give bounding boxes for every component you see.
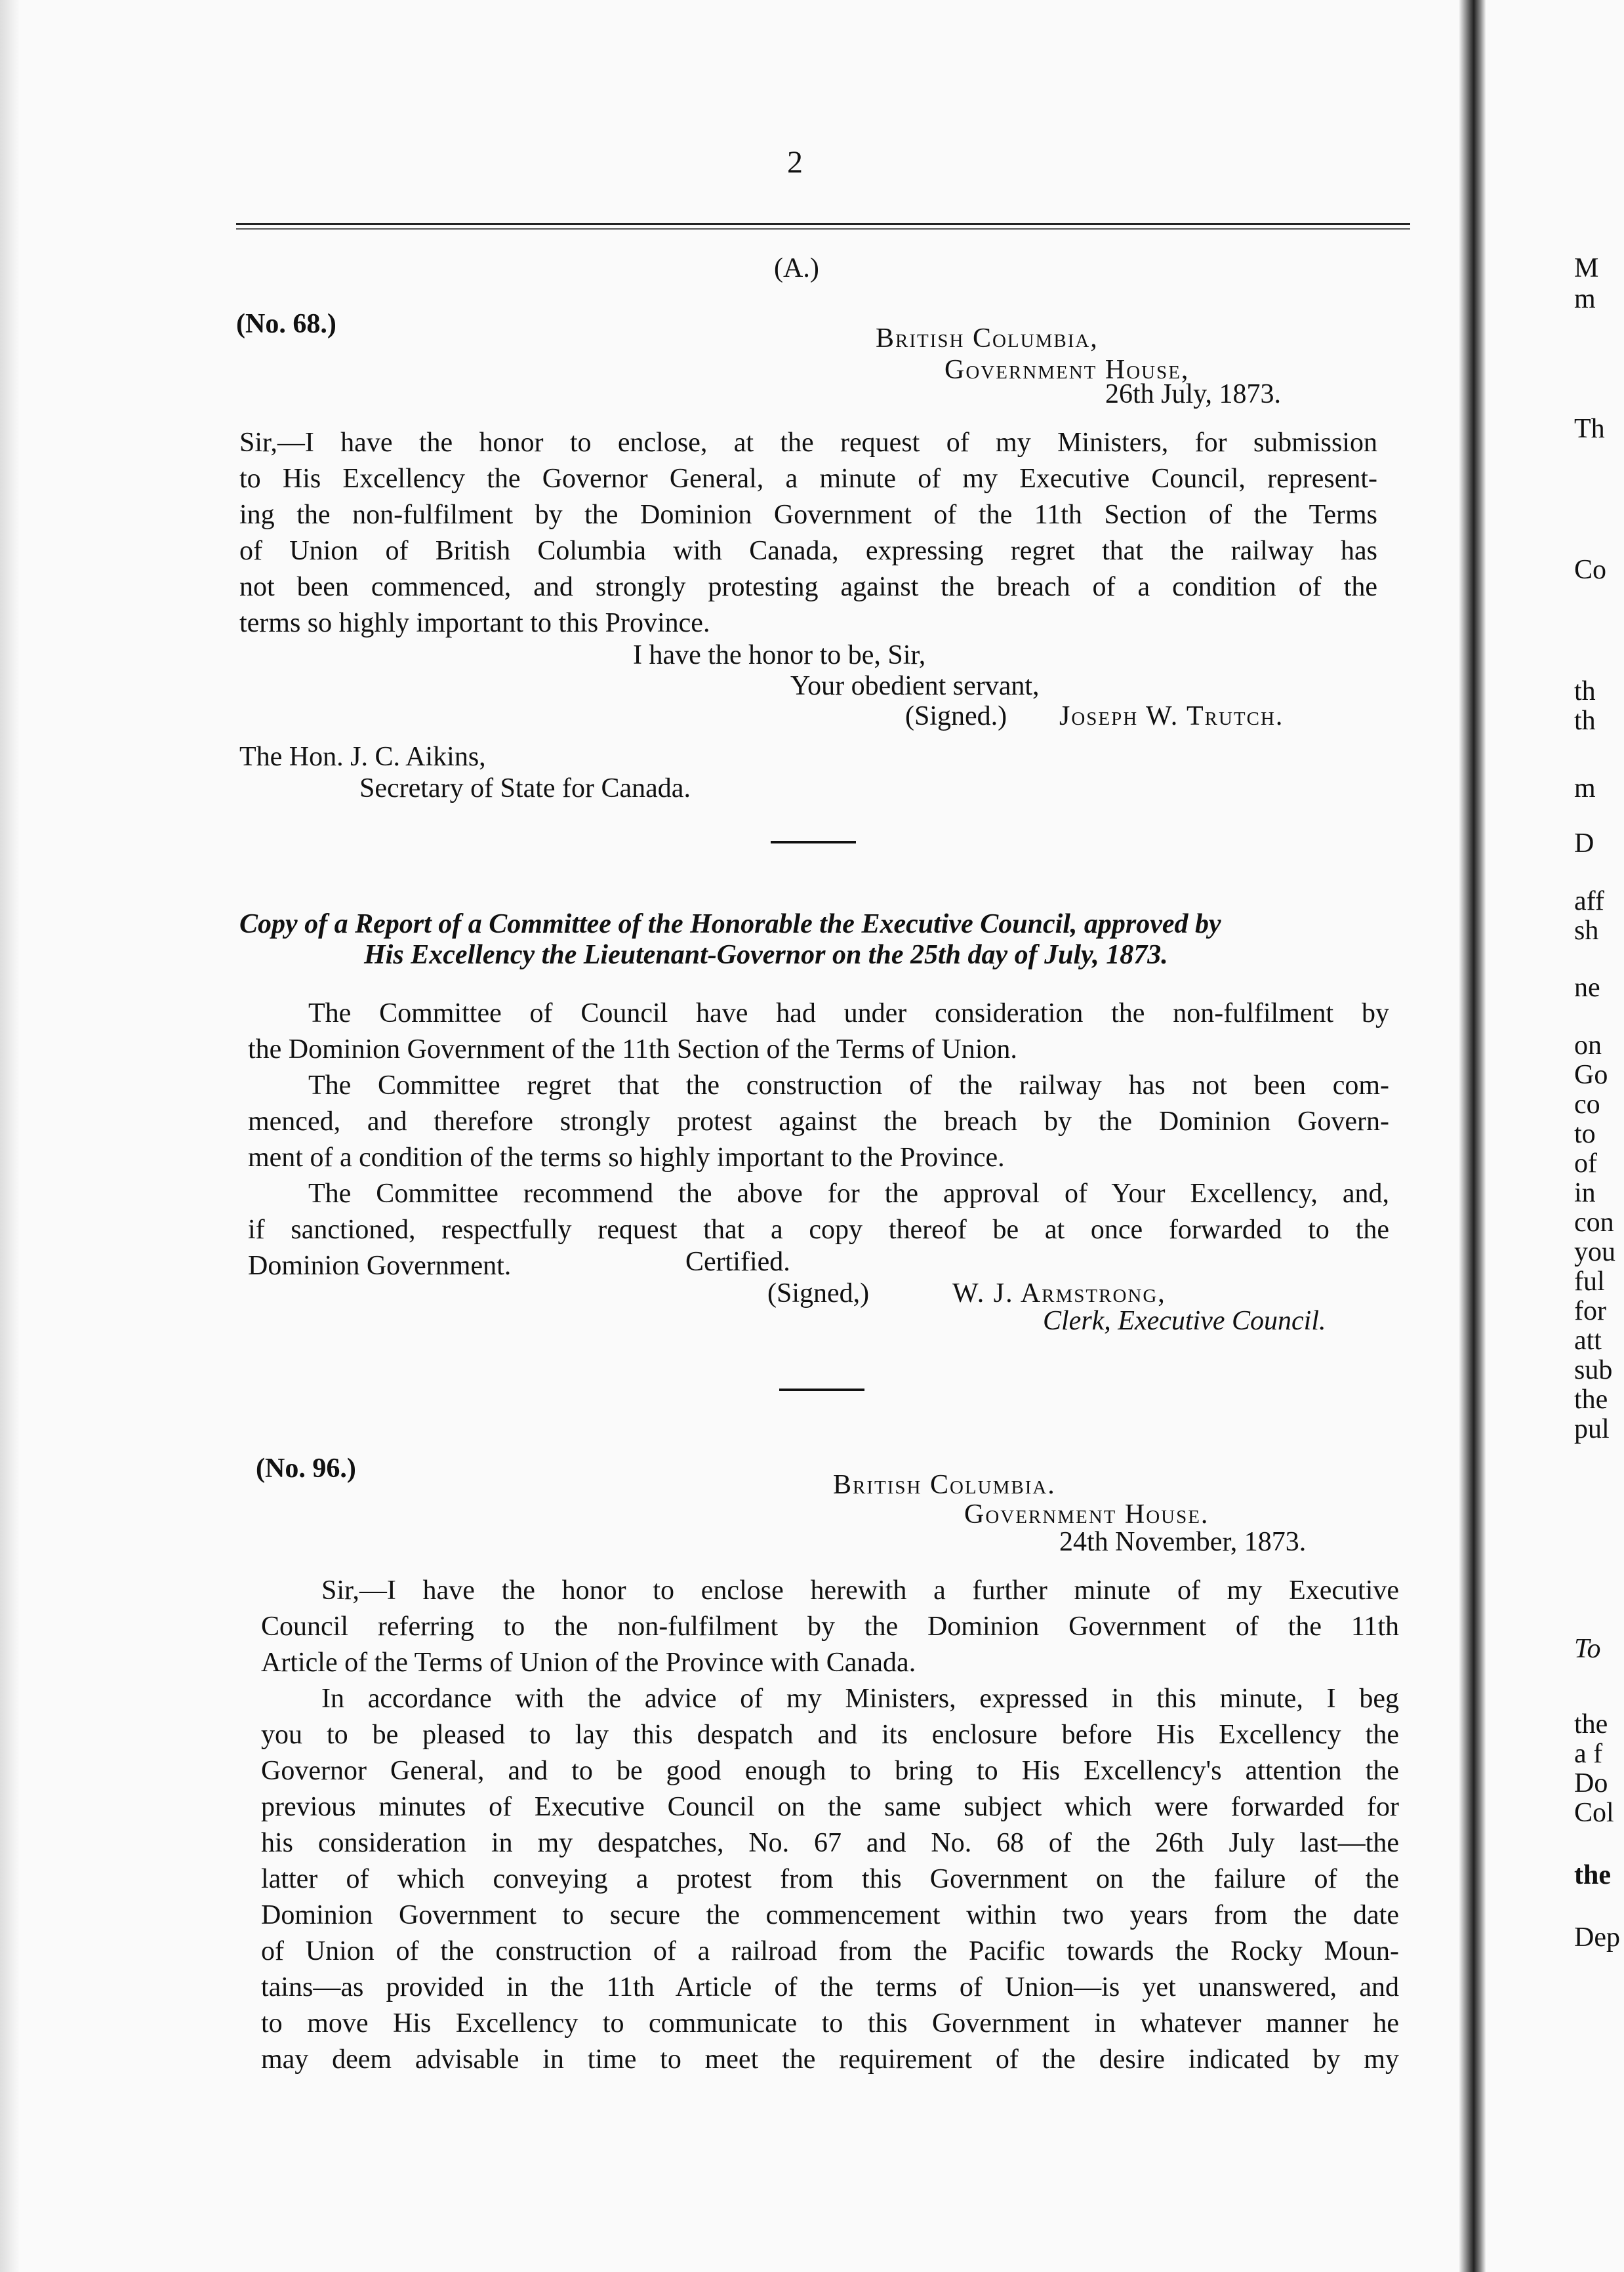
right-page-fragment: the [1574, 1860, 1611, 1890]
letter1-addressee2: Secretary of State for Canada. [359, 773, 691, 803]
right-page-fragment: a f [1574, 1739, 1603, 1769]
right-page-fragment: pul [1574, 1414, 1610, 1444]
text-line: tains—as provided in the 11th Article of the terms of Union—is yet unanswered, and [261, 1972, 1399, 2002]
right-page-fragment: th [1574, 706, 1596, 736]
text-line: previous minutes of Executive Council on the same subject which were forwarded for [261, 1792, 1399, 1822]
letter1-date: 26th July, 1873. [1105, 379, 1281, 409]
report-signer-title: Clerk, Executive Council. [1043, 1306, 1326, 1336]
letter2-number: (No. 96.) [256, 1453, 356, 1484]
letter1-signer: Joseph W. Trutch. [1059, 701, 1284, 731]
separator-rule [771, 841, 856, 843]
report-certified: Certified. [685, 1247, 790, 1277]
letter1-number: (No. 68.) [236, 309, 336, 339]
right-page-fragment: ne [1574, 973, 1600, 1003]
text-line: not been commenced, and strongly protesting against the breach of a condition of the [239, 572, 1377, 602]
right-page-fragment: Dep [1574, 1922, 1620, 1953]
text-line: his consideration in my despatches, No. 67 and No. 68 of the 26th July last—the [261, 1828, 1399, 1858]
text-line: Sir,—I have the honor to enclose, at the request of my Ministers, for submission [239, 428, 1377, 458]
right-page-fragment: th [1574, 676, 1596, 706]
text-line: of Union of British Columbia with Canada, expressing regret that the railway has [239, 536, 1377, 566]
text-line: to move His Excellency to communicate to this Government in whatever manner he [261, 2008, 1399, 2039]
report-body [248, 996, 1389, 1284]
right-page-fragment: M [1574, 253, 1599, 283]
right-page-fragment: the [1574, 1709, 1608, 1739]
report-signer: W. J. Armstrong, [952, 1278, 1166, 1308]
text-line: of Union of the construction of a railroad from the Pacific towards the Rocky Moun- [261, 1936, 1399, 1966]
separator-rule [779, 1389, 864, 1391]
right-page-fragment: for [1574, 1296, 1606, 1326]
text-line: terms so highly important to this Province. [239, 608, 710, 638]
header-rule-secondary [236, 228, 1410, 230]
letter2-body [261, 1573, 1399, 2078]
text-line: latter of which conveying a protest from this Government on the failure of the [261, 1864, 1399, 1894]
letter1-place1: British Columbia, [876, 323, 1099, 354]
report-heading-line2: His Excellency the Lieutenant-Governor on the 25th day of July, 1873. [364, 940, 1168, 970]
header-rule [236, 223, 1410, 225]
right-page-fragment: in [1574, 1178, 1596, 1208]
right-page-fragment: To [1574, 1634, 1601, 1664]
text-line: menced, and therefore strongly protest against the breach by the Dominion Govern- [248, 1106, 1389, 1137]
letter2-place2: Government House. [964, 1499, 1209, 1530]
text-line: may deem advisable in time to meet the requirement of the desire indicated by my [261, 2044, 1399, 2075]
right-page-fragment: of [1574, 1148, 1597, 1179]
right-page-fragment: on [1574, 1030, 1602, 1061]
page-number: 2 [787, 145, 803, 180]
right-page-fragment: aff [1574, 886, 1604, 916]
text-line: you to be pleased to lay this despatch and its enclosure before His Excellency the [261, 1720, 1399, 1750]
right-page-fragment: Col [1574, 1798, 1614, 1828]
text-line: Dominion Government to secure the commencement within two years from the date [261, 1900, 1399, 1930]
right-page-fragment: co [1574, 1089, 1600, 1120]
text-line: Dominion Government. [248, 1251, 512, 1281]
right-page-fragment: ful [1574, 1267, 1605, 1297]
letter1-body [239, 425, 1377, 641]
right-page-fragment: to [1574, 1119, 1596, 1149]
letter1-closing2: Your obedient servant, [790, 671, 1040, 701]
right-page-fragment: m [1574, 773, 1596, 803]
right-page-fragment: Th [1574, 414, 1605, 444]
text-line: The Committee of Council have had under consideration the non-fulfilment by [308, 998, 1389, 1028]
right-page-fragment: m [1574, 284, 1596, 314]
right-page-fragment: sub [1574, 1355, 1613, 1385]
right-page-fragment: Go [1574, 1060, 1608, 1090]
text-line: Governor General, and to be good enough to bring to His Excellency's attention the [261, 1756, 1399, 1786]
right-page-fragment: the [1574, 1385, 1608, 1415]
letter1-addressee1: The Hon. J. C. Aikins, [239, 742, 486, 772]
letter1-signed: (Signed.) [905, 701, 1007, 731]
book-gutter [1459, 0, 1486, 2272]
text-line: Article of the Terms of Union of the Province with Canada. [261, 1648, 916, 1678]
section-label: (A.) [774, 253, 819, 283]
text-line: Sir,—I have the honor to enclose herewith a further minute of my Executive [321, 1575, 1399, 1606]
right-page-fragment: att [1574, 1326, 1602, 1356]
text-line: ment of a condition of the terms so highly important to the Province. [248, 1143, 1005, 1173]
page-edge-shadow [0, 0, 20, 2272]
letter2-date: 24th November, 1873. [1059, 1527, 1307, 1557]
letter1-closing1: I have the honor to be, Sir, [633, 640, 926, 670]
right-page-fragment: Do [1574, 1768, 1608, 1798]
right-page-fragment: you [1574, 1237, 1615, 1267]
right-page-fragment: con [1574, 1207, 1614, 1238]
report-heading-line1: Copy of a Report of a Committee of the Honorable the Executive Council, approved by [239, 909, 1221, 939]
text-line: the Dominion Government of the 11th Section of the Terms of Union. [248, 1034, 1017, 1065]
text-line: The Committee recommend the above for the approval of Your Excellency, and, [308, 1179, 1389, 1209]
right-page-fragment: Co [1574, 555, 1607, 585]
text-line: ing the non-fulfilment by the Dominion Government of the 11th Section of the Terms [239, 500, 1377, 530]
text-line: Council referring to the non-fulfilment by the Dominion Government of the 11th [261, 1612, 1399, 1642]
letter1-place2: Government House, [944, 355, 1190, 385]
right-page-fragment: sh [1574, 916, 1599, 946]
right-page-fragment: D [1574, 828, 1594, 859]
letter2-place1: British Columbia. [833, 1470, 1056, 1500]
text-line: if sanctioned, respectfully request that a copy thereof be at once forwarded to the [248, 1215, 1389, 1245]
text-line: The Committee regret that the construction of the railway has not been com- [308, 1070, 1389, 1101]
report-signed: (Signed,) [767, 1278, 870, 1308]
text-line: to His Excellency the Governor General, a minute of my Executive Council, represent- [239, 464, 1377, 494]
text-line: In accordance with the advice of my Ministers, expressed in this minute, I beg [321, 1684, 1399, 1714]
